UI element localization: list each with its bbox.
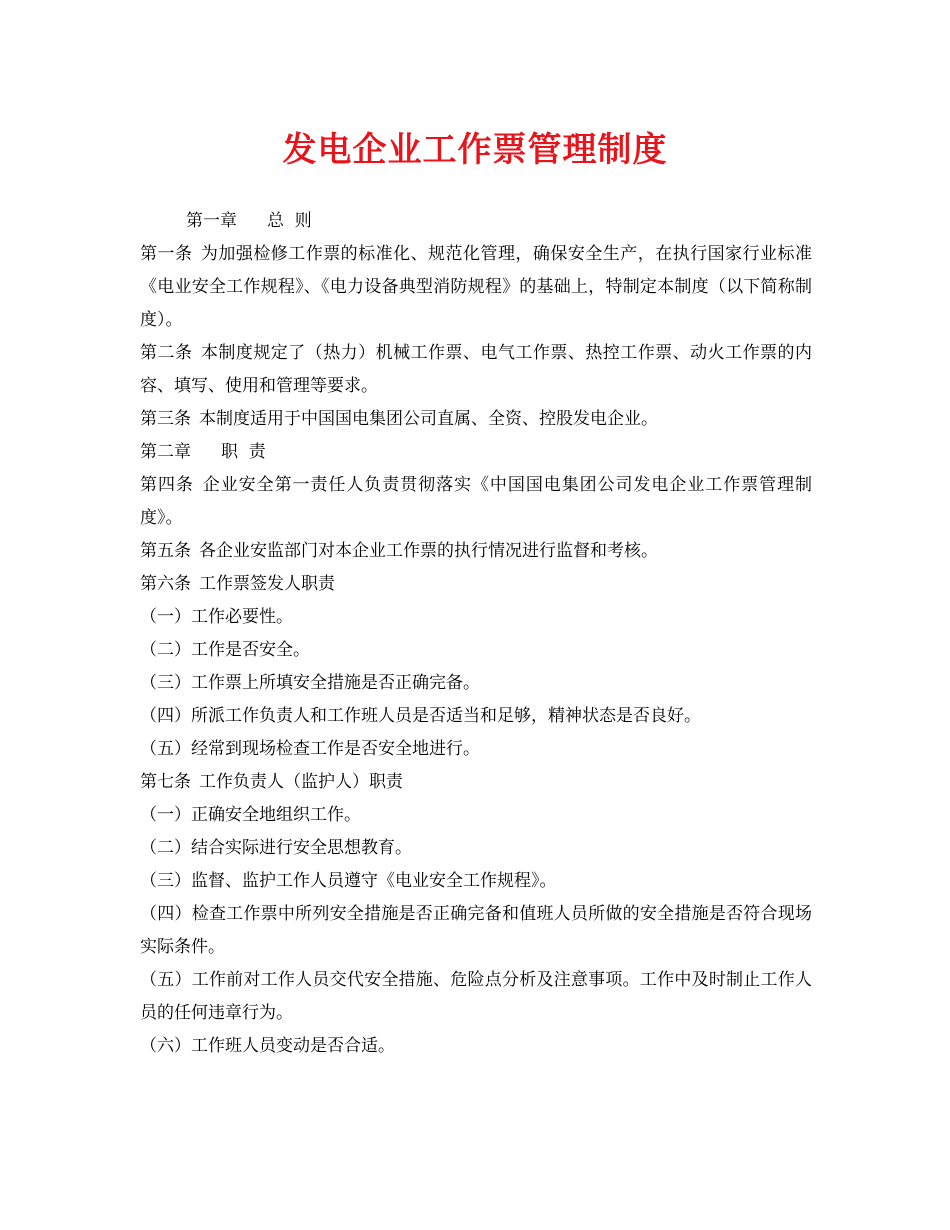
article-text: 各企业安监部门对本企业工作票的执行情况进行监督和考核。 [199,541,658,561]
chapter-heading-1 [140,205,812,238]
article-text: 工作负责人（监护人）职责 [199,772,403,792]
article-text: 工作票签发人职责 [199,574,335,594]
list-item: （三）工作票上所填安全措施是否正确完备。 [140,673,480,693]
article-label: 第七条 [140,772,191,792]
chapter-label: 第一章 [186,211,237,231]
chapter-name: 总 则 [267,211,312,231]
document-body [140,205,812,1063]
article-5 [140,535,812,568]
list-item: （五）经常到现场检查工作是否安全地进行。 [140,739,480,759]
list-item: （一）工作必要性。 [140,607,293,627]
list-item: （五）工作前对工作人员交代安全措施、危险点分析及注意事项。工作中及时制止工作人员的任何违章行为。 [140,970,812,1023]
article-label: 第二条 [140,343,193,363]
list-item: （四）所派工作负责人和工作班人员是否适当和足够，精神状态是否良好。 [140,706,701,726]
article-3 [140,403,812,436]
article-1 [140,238,812,337]
article-label: 第五条 [140,541,191,561]
list-item: （二）结合实际进行安全思想教育。 [140,838,412,858]
list-item: （三）监督、监护工作人员遵守《电业安全工作规程》。 [140,871,557,891]
article-label: 第一条 [140,244,193,264]
chapter-name: 职 责 [221,442,266,462]
article-text: 企业安全第一责任人负责贯彻落实《中国国电集团公司发电企业工作票管理制度》。 [140,475,813,528]
list-item: （二）工作是否安全。 [140,640,310,660]
article-6 [140,568,812,601]
chapter-heading-2 [140,436,812,469]
chapter-label: 第二章 [140,442,191,462]
article-text: 本制度适用于中国国电集团公司直属、全资、控股发电企业。 [199,409,658,429]
list-item: （四）检查工作票中所列安全措施是否正确完备和值班人员所做的安全措施是否符合现场实际条件。 [140,904,812,957]
list-item: （六）工作班人员变动是否合适。 [140,1036,395,1056]
article-label: 第四条 [140,475,194,495]
article-label: 第六条 [140,574,191,594]
list-item: （一）正确安全地组织工作。 [140,805,361,825]
article-2 [140,337,812,403]
article-text: 为加强检修工作票的标准化、规范化管理，确保安全生产，在执行国家行业标准《电业安全工作规程》、《电力设备典型消防规程》的基础上，特制定本制度（以下简称制度）。 [140,244,812,330]
article-label: 第三条 [140,409,191,429]
article-4 [140,469,812,535]
article-text: 本制度规定了（热力）机械工作票、电气工作票、热控工作票、动火工作票的内容、填写、使用和管理等要求。 [140,343,812,396]
document-title: 发电企业工作票管理制度 [282,130,668,170]
article-7 [140,766,812,799]
